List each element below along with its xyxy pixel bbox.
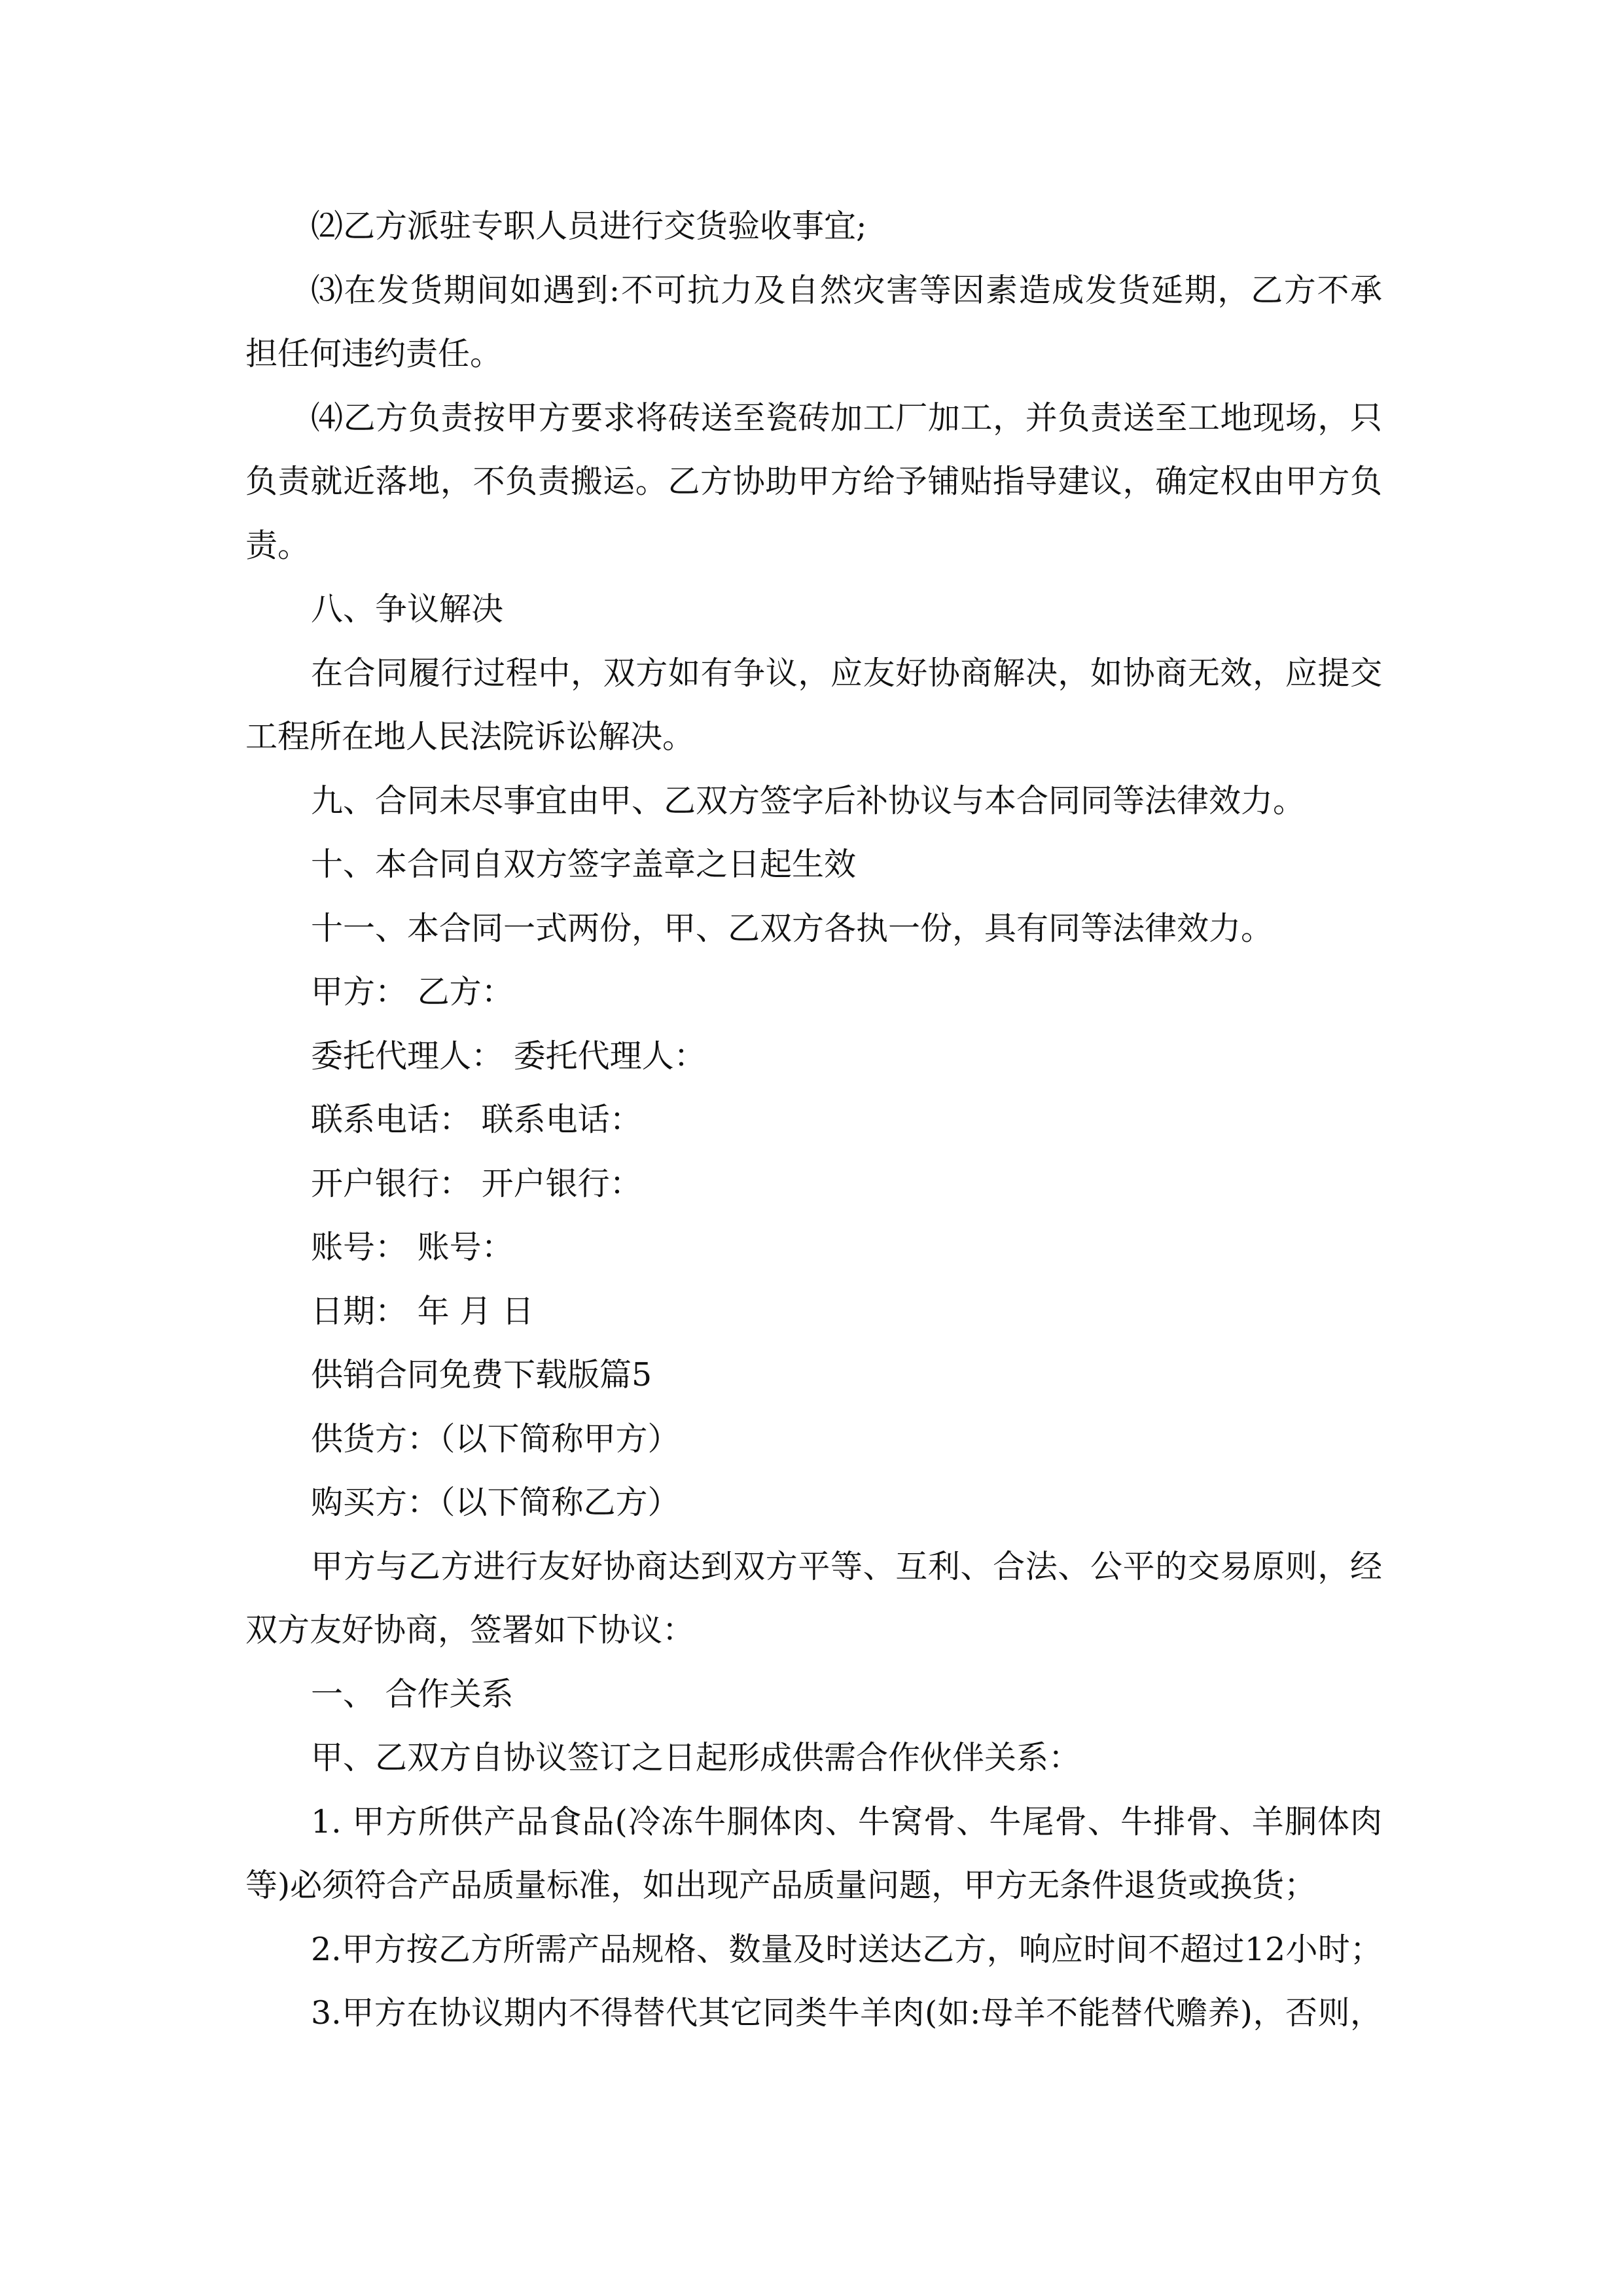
text-line: 1. 甲方所供产品食品(冷冻牛胴体肉、牛窝骨、牛尾骨、牛排骨、羊胴体肉 [311,1803,1382,1840]
text-line: 在合同履行过程中，双方如有争议，应友好协商解决，如协商无效，应提交 [311,654,1382,692]
text-line: 开户银行： 开户银行： [311,1164,642,1202]
text-line: 双方友好协商，签署如下协议： [245,1611,695,1649]
text-line: 工程所在地人民法院诉讼解决。 [245,718,695,755]
text-line: 八、争议解决 [311,590,504,628]
document-page [245,194,1382,2045]
text-line: 甲方： 乙方： [311,973,514,1011]
text-line: 九、合同未尽事宜由甲、乙双方签字后补协议与本合同同等法律效力。 [311,781,1306,819]
text-line: 一、 合作关系 [311,1675,514,1713]
text-line: 担任何违约责任。 [245,335,503,372]
text-line: 日期： 年 月 日 [311,1292,534,1330]
text-line: 3.甲方在协议期内不得替代其它同类牛羊肉(如:母羊不能替代赡养)，否则， [311,1994,1382,2032]
text-line: 联系电话： 联系电话： [311,1101,642,1138]
text-line: 甲、乙双方自协议签订之日起形成供需合作伙伴关系： [311,1739,1081,1776]
text-line: 供货方：（以下简称甲方） [311,1420,680,1458]
text-line: 等)必须符合产品质量标准，如出现产品质量问题，甲方无条件退货或换货； [245,1867,1317,1904]
text-line: ⑵乙方派驻专职人员进行交货验收事宜; [311,207,867,245]
text-line: 责。 [245,526,310,564]
text-line: 十一、本合同一式两份，甲、乙双方各执一份，具有同等法律效力。 [311,909,1274,947]
text-line: ⑶在发货期间如遇到:不可抗力及自然灾害等因素造成发货延期，乙方不承 [311,271,1382,309]
text-line: 2.甲方按乙方所需产品规格、数量及时送达乙方，响应时间不超过12小时； [311,1930,1382,1968]
text-line: 购买方：（以下简称乙方） [311,1484,680,1521]
text-line: 十、本合同自双方签字盖章之日起生效 [311,846,857,883]
text-line: ⑷乙方负责按甲方要求将砖送至瓷砖加工厂加工，并负责送至工地现场，只 [311,399,1382,437]
text-line: 甲方与乙方进行友好协商达到双方平等、互利、合法、公平的交易原则，经 [311,1547,1382,1585]
text-line: 供销合同免费下载版篇5 [311,1356,652,1393]
text-line: 委托代理人： 委托代理人： [311,1037,706,1075]
text-line: 负责就近落地，不负责搬运。乙方协助甲方给予铺贴指导建议，确定权由甲方负 [245,463,1382,500]
text-line: 账号： 账号： [311,1229,514,1266]
